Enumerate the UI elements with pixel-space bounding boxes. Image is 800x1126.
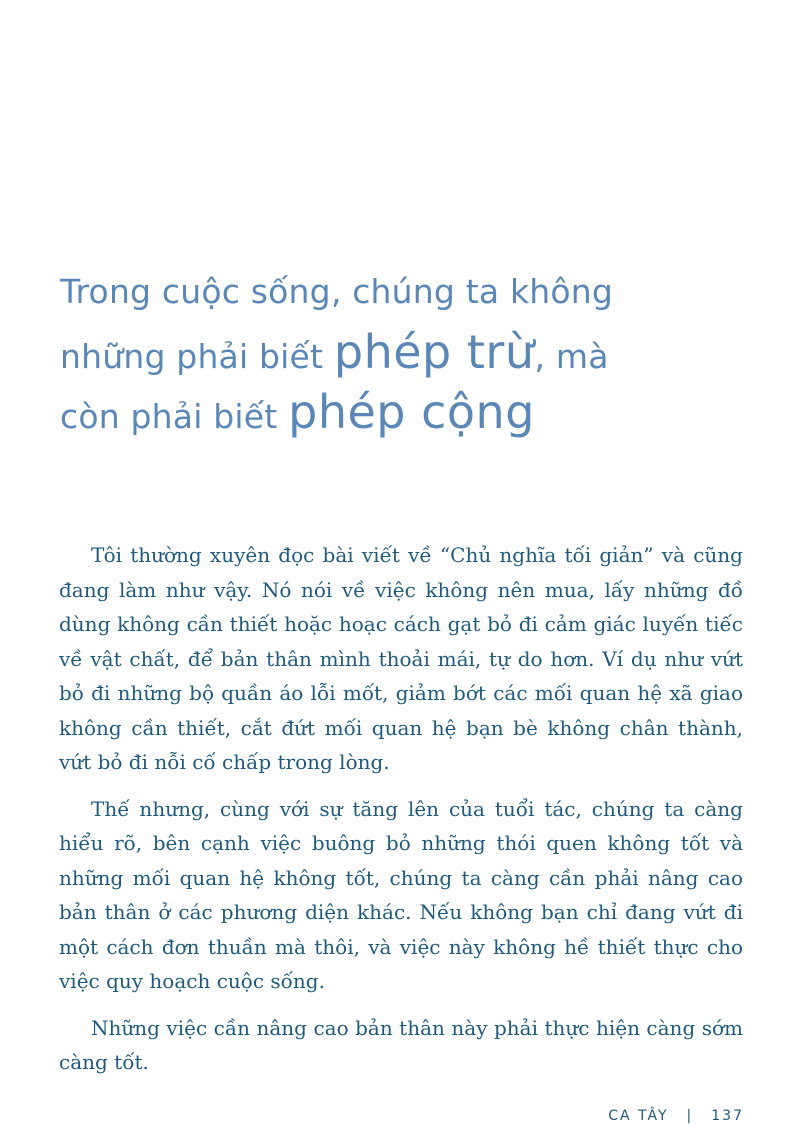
title-emphasis-subtraction: phép trừ <box>333 325 535 379</box>
chapter-title <box>60 262 760 442</box>
title-line-1: Trong cuộc sống, chúng ta không <box>60 272 614 311</box>
page-number: 137 <box>711 1108 744 1124</box>
paragraph-2: Thế nhưng, cùng với sự tăng lên của tuổi tác, chúng ta càng hiểu rõ, bên cạnh việc buông bỏ những thói quen không tốt và những mối quan hệ không tốt, chúng ta càng cần phải nâng cao bản thân ở các phương diện khác. Nếu không bạn chỉ đang vứt đi một cách đơn thuần mà thôi, và việc này không hề thiết thực cho việc quy hoạch cuộc sống. <box>59 796 743 993</box>
footer-author: CA TÂY <box>608 1108 669 1124</box>
footer-separator: | <box>686 1108 694 1124</box>
title-line-2-end: , mà <box>534 337 609 376</box>
paragraph-3: Những việc cần nâng cao bản thân này phải thực hiện càng sớm càng tốt. <box>59 1015 743 1074</box>
title-emphasis-addition: phép cộng <box>288 385 535 439</box>
page-footer <box>608 1106 744 1126</box>
paragraph-1: Tôi thường xuyên đọc bài viết về “Chủ nghĩa tối giản” và cũng đang làm như vậy. Nó nói về việc không nên mua, lấy những đồ dùng không cần thiết hoặc hoạc cách gạt bỏ đi cảm giác luyến tiếc về vật chất, để bản thân mình thoải mái, tự do hơn. Ví dụ như vứt bỏ đi những bộ quần áo lỗi mốt, giảm bớt các mối quan hệ xã giao không cần thiết, cắt đứt mối quan hệ bạn bè không chân thành, vứt bỏ đi nỗi cố chấp trong lòng. <box>59 543 743 774</box>
title-line-3-text: còn phải biết <box>60 397 289 436</box>
title-line-3 <box>60 382 760 442</box>
body-text <box>59 538 743 1092</box>
title-line-2-text: những phải biết <box>60 337 334 376</box>
title-line-2 <box>60 322 760 382</box>
